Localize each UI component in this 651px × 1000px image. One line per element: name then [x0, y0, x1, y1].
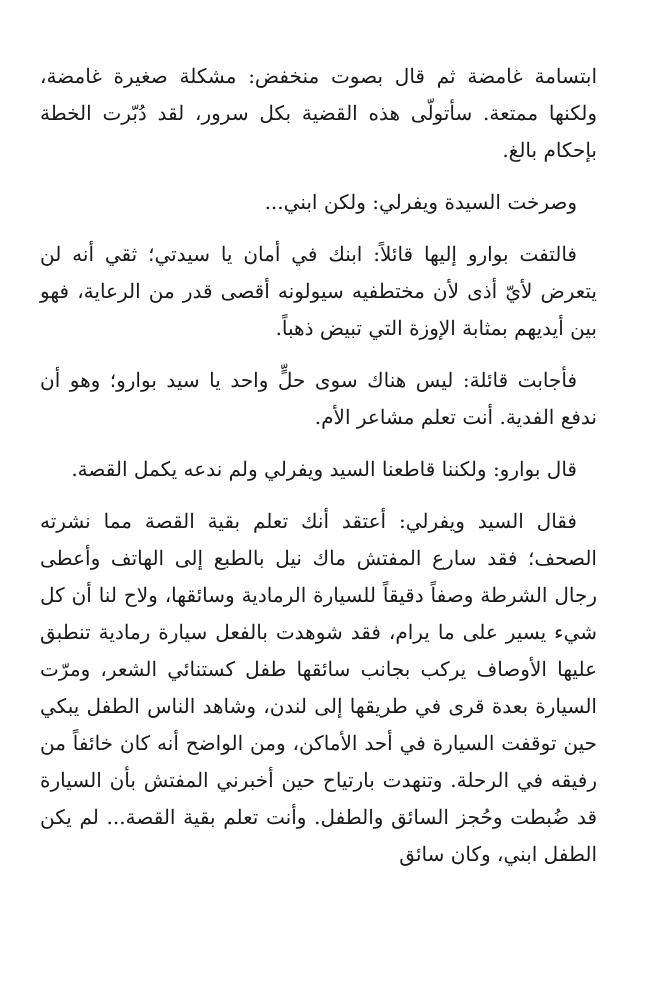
paragraph-2: وصرخت السيدة ويفرلي: ولكن ابني...: [264, 190, 577, 214]
paragraph-gap: [40, 488, 597, 503]
paragraph-5: قال بوارو: ولكننا قاطعنا السيد ويفرلي ولم ندعه يكمل القصة.: [71, 457, 577, 481]
paragraph-4: فأجابت قائلة: ليس هناك سوى حلٍّ واحد يا سيد بوارو؛ وهو أن ندفع الفدية. أنت تعلم مشاعر الأم.: [40, 368, 597, 429]
paragraph-gap: [40, 221, 597, 236]
paragraph-gap: [40, 347, 597, 362]
book-page: [40, 58, 597, 1000]
paragraph-1: ابتسامة غامضة ثم قال بصوت منخفض: مشكلة صغيرة غامضة، ولكنها ممتعة. سأتولّى هذه القضية بكل سرور، لقد دُبّرت الخطة بإحكام بالغ.: [40, 64, 597, 162]
paragraph-3: فالتفت بوارو إليها قائلاً: ابنك في أمان يا سيدتي؛ ثقي أنه لن يتعرض لأيّ أذى لأن مختطفيه سيولونه أقصى قدر من الرعاية، فهو بين أيديهم بمثابة الإوزة التي تبيض ذهباً.: [40, 242, 597, 340]
paragraph-gap: [40, 169, 597, 184]
paragraph-6: فقال السيد ويفرلي: أعتقد أنك تعلم بقية القصة مما نشرته الصحف؛ فقد سارع المفتش ماك نيل بالطبع إلى الهاتف وأعطى رجال الشرطة وصفاً دقيقاً للسيارة الرمادية وسائقها، ولاح لنا أن كل شيء يسير على ما يرام، فقد شوهدت بالفعل سيارة رمادية تنطبق عليها الأوصاف يركب بجانب سائقها طفل كستنائي الشعر، ومرّت السيارة بعدة قرى في طريقها إلى لندن، وشاهد الناس الطفل يبكي حين توقفت السيارة في أحد الأماكن، ومن الواضح أنه كان خائفاً من رفيقه في الرحلة. وتنهدت بارتياح حين أخبرني المفتش بأن السيارة قد ضُبطت وحُجز السائق والطفل. وأنت تعلم بقية القصة... لم يكن الطفل ابني، وكان سائق: [40, 509, 598, 866]
paragraph-gap: [40, 436, 597, 451]
